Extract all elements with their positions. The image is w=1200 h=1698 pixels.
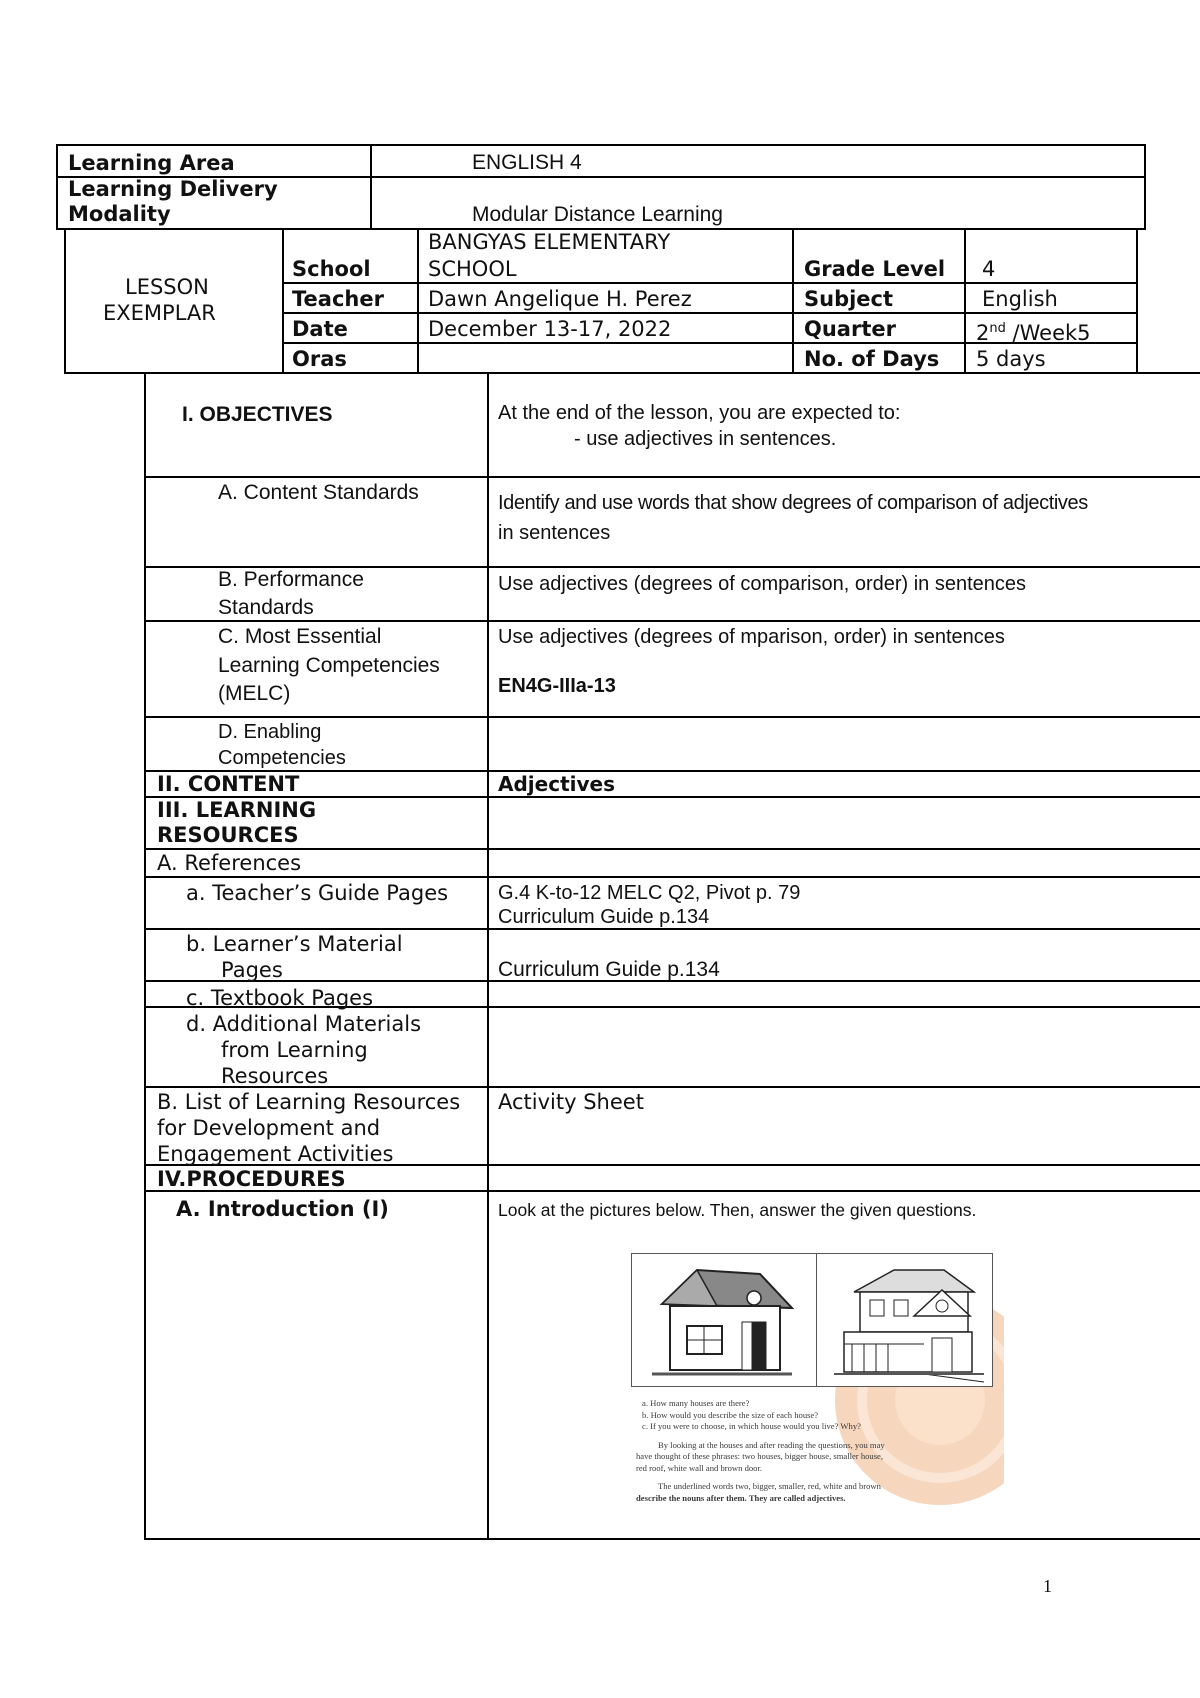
list-resources-label-3: Engagement Activities xyxy=(157,1142,394,1166)
melc-value: Use adjectives (degrees of mparison, order) in sentences xyxy=(498,626,1005,648)
houses-frame xyxy=(631,1253,993,1387)
row-line-4 xyxy=(144,716,1200,718)
objectives-intro: At the end of the lesson, you are expected to: xyxy=(498,402,901,424)
procedures-label: IV.PROCEDURES xyxy=(157,1167,346,1191)
performance-value: Use adjectives (degrees of comparison, order) in sentences xyxy=(498,573,1027,595)
quarter-value xyxy=(976,316,1091,346)
content-standards-label: A. Content Standards xyxy=(218,481,419,504)
body-bottom-border xyxy=(144,1538,1200,1540)
paragraph-2-line-2: describe the nouns after them. They are called adjectives. xyxy=(636,1492,846,1503)
teachers-guide-label: a. Teacher’s Guide Pages xyxy=(186,881,449,905)
days-value: 5 days xyxy=(976,347,1046,371)
content-standards-text-1: Identify and use words that show degrees of comparison of adjectives xyxy=(498,492,1088,514)
worksheet-text xyxy=(636,1398,998,1504)
small-house-icon xyxy=(642,1256,812,1384)
quarter-suffix: nd xyxy=(989,321,1006,336)
additional-materials-label-2: from Learning xyxy=(221,1038,368,1062)
teacher-value: Dawn Angelique H. Perez xyxy=(428,287,692,311)
row-line-1 xyxy=(144,476,1200,478)
modality-label-2: Modality xyxy=(68,202,171,226)
info-row-2 xyxy=(282,312,1138,314)
introduction-label: A. Introduction (I) xyxy=(176,1197,389,1221)
additional-materials-label-3: Resources xyxy=(221,1064,329,1088)
lesson-exemplar-2: EXEMPLAR xyxy=(103,301,216,325)
melc-label-1: C. Most Essential xyxy=(218,625,382,648)
row-line-7 xyxy=(144,848,1200,850)
teacher-label: Teacher xyxy=(292,287,384,311)
learners-material-label-1: b. Learner’s Material xyxy=(186,932,403,956)
learning-resources-label-1: III. LEARNING xyxy=(157,798,317,822)
list-resources-value: Activity Sheet xyxy=(498,1090,644,1114)
quarter-label: Quarter xyxy=(804,317,896,341)
additional-materials-label-1: d. Additional Materials xyxy=(186,1012,422,1036)
objectives-label: I. OBJECTIVES xyxy=(182,403,333,426)
big-house-icon xyxy=(824,1256,994,1384)
learning-area-label: Learning Area xyxy=(68,151,235,175)
teachers-guide-value-1: G.4 K-to-12 MELC Q2, Pivot p. 79 xyxy=(498,882,801,904)
grade-level-value: 4 xyxy=(982,257,996,281)
learning-area-value: ENGLISH 4 xyxy=(472,151,582,174)
school-label: School xyxy=(292,257,371,281)
body-left-border xyxy=(144,372,146,1540)
teachers-guide-value-2: Curriculum Guide p.134 xyxy=(498,906,710,928)
houses-frame-divider xyxy=(816,1254,817,1386)
list-resources-label-1: B. List of Learning Resources xyxy=(157,1090,461,1114)
learners-material-value: Curriculum Guide p.134 xyxy=(498,958,720,981)
melc-label-3: (MELC) xyxy=(218,682,291,705)
info-col-1 xyxy=(282,228,284,374)
question-b: b. How would you describe the size of each house? xyxy=(642,1409,819,1420)
question-c: c. If you were to choose, in which house would you live? Why? xyxy=(642,1421,861,1431)
enabling-label-2: Competencies xyxy=(218,747,346,769)
worksheet-image xyxy=(630,1250,1004,1520)
objectives-bullet: - use adjectives in sentences. xyxy=(574,428,837,450)
performance-label-2: Standards xyxy=(218,596,314,619)
date-value: December 13-17, 2022 xyxy=(428,317,672,341)
body-mid-border xyxy=(487,372,489,1540)
list-resources-label-2: for Development and xyxy=(157,1116,381,1140)
info-row-1 xyxy=(282,282,1138,284)
introduction-instruction: Look at the pictures below. Then, answer the given questions. xyxy=(498,1200,977,1220)
melc-code: EN4G-IIIa-13 xyxy=(498,675,616,697)
row-line-8 xyxy=(144,876,1200,878)
days-label: No. of Days xyxy=(804,347,940,371)
learners-material-label-2: Pages xyxy=(221,958,283,982)
info-col-2 xyxy=(417,228,419,374)
info-col-4 xyxy=(964,228,966,374)
lesson-exemplar-1: LESSON xyxy=(125,275,209,299)
enabling-label-1: D. Enabling xyxy=(218,721,322,743)
info-col-3 xyxy=(792,228,794,374)
references-label: A. References xyxy=(157,851,302,875)
modality-label-1: Learning Delivery xyxy=(68,177,278,201)
paragraph-1-line-1: By looking at the houses and after reading the questions, you may xyxy=(658,1439,885,1450)
oras-label: Oras xyxy=(292,347,347,371)
paragraph-1-line-2: have thought of these phrases: two houses, bigger house, smaller house, xyxy=(636,1451,884,1461)
paragraph-2-line-1: The underlined words two, bigger, smaller, red, white and brown xyxy=(658,1481,881,1491)
grade-level-label: Grade Level xyxy=(804,257,946,281)
quarter-week: /Week5 xyxy=(1005,321,1091,345)
subject-value: English xyxy=(982,287,1058,311)
content-label: II. CONTENT xyxy=(157,772,300,796)
melc-label-2: Learning Competencies xyxy=(218,654,440,677)
school-value-2: SCHOOL xyxy=(428,257,517,281)
page-number: 1 xyxy=(1043,1576,1052,1596)
body-top-border xyxy=(144,372,1200,374)
school-value-1: BANGYAS ELEMENTARY xyxy=(428,230,671,254)
subject-label: Subject xyxy=(804,287,894,311)
modality-value: Modular Distance Learning xyxy=(472,203,723,226)
content-value: Adjectives xyxy=(498,772,615,796)
date-label: Date xyxy=(292,317,348,341)
textbook-label: c. Textbook Pages xyxy=(186,986,374,1010)
quarter-number: 2 xyxy=(976,321,990,345)
performance-label-1: B. Performance xyxy=(218,568,364,591)
question-a: a. How many houses are there? xyxy=(642,1398,750,1408)
content-standards-text-2: in sentences xyxy=(498,522,611,544)
learning-resources-label-2: RESOURCES xyxy=(157,823,299,847)
paragraph-1-line-3: red roof, white wall and brown door. xyxy=(636,1462,763,1473)
header-divider xyxy=(370,144,372,230)
